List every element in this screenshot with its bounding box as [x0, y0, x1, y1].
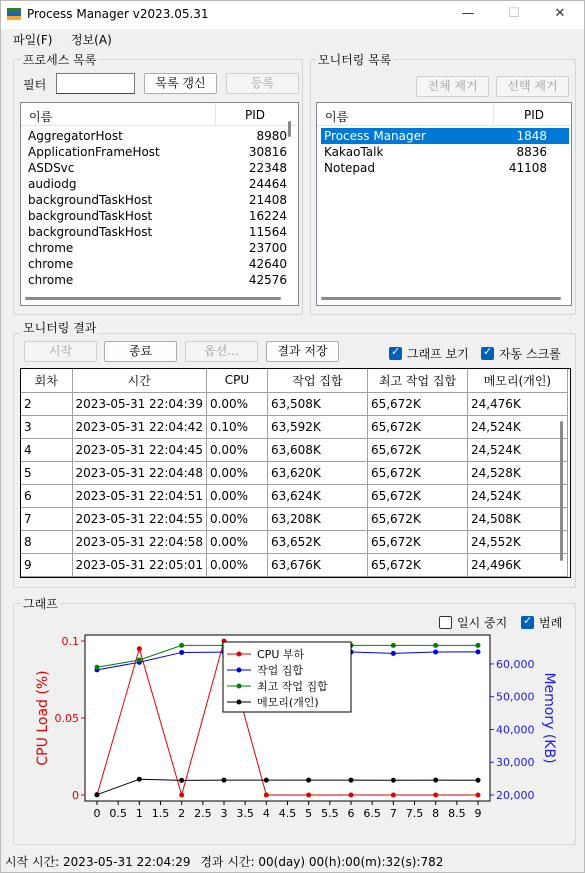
process-pid: 42640 — [248, 257, 287, 271]
data-point — [476, 643, 481, 648]
legend-checkbox[interactable] — [521, 616, 534, 629]
results-cell: 24,524K — [467, 415, 567, 438]
results-cell: 65,672K — [367, 392, 467, 415]
graph-label: 그래프 — [23, 597, 58, 611]
results-cell: 2023-05-31 22:04:39 — [72, 392, 206, 415]
results-cell: 0.00% — [206, 461, 267, 484]
results-cell: 8 — [21, 530, 72, 553]
results-cell: 63,652K — [267, 530, 367, 553]
monitoring-name: Process Manager — [324, 129, 426, 143]
x-tick-label: 3 — [220, 807, 228, 820]
results-cell: 0.00% — [206, 438, 267, 461]
pause-label: 일시 중지 — [457, 616, 508, 630]
legend-marker — [237, 684, 242, 689]
x-tick-label: 0.5 — [109, 807, 127, 820]
results-vscrollbar[interactable] — [560, 421, 563, 561]
data-point — [222, 778, 227, 783]
process-name: backgroundTaskHost — [28, 209, 153, 223]
y-right-tick-label: 30,000 — [496, 756, 535, 770]
data-point — [137, 646, 142, 651]
results-cell: 24,508K — [467, 507, 567, 530]
data-point — [476, 778, 481, 783]
y-right-tick-label: 60,000 — [496, 657, 535, 671]
maximize-icon[interactable]: ☐ — [508, 6, 520, 21]
remove-selected-button[interactable]: 선택 제거 — [496, 76, 569, 97]
data-point — [433, 778, 438, 783]
data-point — [264, 778, 269, 783]
results-cell: 6 — [21, 484, 72, 507]
table-row[interactable] — [21, 392, 567, 415]
column-header-name[interactable]: 이름 — [29, 110, 53, 124]
results-cell: 0.10% — [206, 415, 267, 438]
monitoring-name: Notepad — [324, 161, 375, 175]
process-pid: 42576 — [248, 273, 287, 287]
legend-entry: CPU 부하 — [257, 648, 305, 661]
data-point — [179, 778, 184, 783]
results-cell: 0.00% — [206, 392, 267, 415]
process-name: backgroundTaskHost — [28, 225, 153, 239]
x-tick-label: 3.5 — [236, 807, 254, 820]
results-cell: 63,508K — [267, 392, 367, 415]
register-button[interactable]: 등록 — [226, 73, 299, 94]
process-listbox[interactable] — [20, 102, 299, 306]
data-point — [95, 665, 100, 670]
results-cell: 2023-05-31 22:05:01 — [72, 553, 206, 576]
legend-marker — [237, 652, 242, 657]
data-point — [433, 793, 438, 798]
results-cell: 2023-05-31 22:04:42 — [72, 415, 206, 438]
y-left-axis-label: CPU Load (%) — [35, 670, 51, 766]
x-tick-label: 4 — [262, 807, 270, 820]
results-column-header[interactable]: 작업 집합 — [267, 369, 367, 392]
results-cell: 5 — [21, 461, 72, 484]
process-name: ApplicationFrameHost — [28, 145, 160, 159]
window-title: Process Manager v2023.05.31 — [27, 7, 209, 21]
results-cell: 9 — [21, 553, 72, 576]
monitoring-chart — [21, 629, 576, 849]
results-cell: 2023-05-31 22:04:58 — [72, 530, 206, 553]
data-point — [391, 643, 396, 648]
column-header-pid[interactable]: PID — [245, 108, 266, 122]
results-cell: 63,624K — [267, 484, 367, 507]
monitoring-row[interactable] — [321, 144, 569, 160]
results-cell: 65,672K — [367, 438, 467, 461]
remove-all-button[interactable]: 전체 제거 — [416, 76, 489, 97]
table-row[interactable] — [21, 484, 567, 507]
elapsed-time-text: 경과 시간: 00(day) 00(h):00(m):32(s):782 — [200, 855, 444, 869]
data-point — [476, 793, 481, 798]
results-cell: 24,528K — [467, 461, 567, 484]
filter-label: 필터 — [23, 78, 47, 92]
filter-input[interactable] — [56, 73, 135, 94]
data-point — [179, 650, 184, 655]
process-name: chrome — [28, 273, 74, 287]
y-right-tick-label: 20,000 — [496, 789, 535, 802]
monitoring-pid: 1848 — [516, 129, 547, 143]
legend-label: 범례 — [539, 616, 563, 630]
y-right-tick-label: 40,000 — [496, 723, 535, 737]
save-results-button[interactable]: 결과 저장 — [266, 341, 339, 362]
monitoring-row[interactable] — [321, 160, 569, 176]
process-list-header — [21, 103, 298, 126]
monitoring-list-label: 모니터링 목록 — [318, 53, 392, 67]
results-column-header[interactable]: 시간 — [72, 369, 206, 392]
show-graph-label: 그래프 보기 — [407, 347, 469, 361]
y-left-tick-label: 0.05 — [54, 712, 79, 725]
process-name: ASDSvc — [28, 161, 75, 175]
process-row[interactable] — [21, 272, 291, 288]
x-tick-label: 6.5 — [363, 807, 381, 820]
legend-entry: 작업 집합 — [257, 664, 304, 677]
monitoring-list-header — [317, 103, 571, 126]
results-cell: 2023-05-31 22:04:48 — [72, 461, 206, 484]
results-cell: 63,676K — [267, 553, 367, 576]
x-tick-label: 7.5 — [405, 807, 424, 820]
results-column-header[interactable]: 메모리(개인) — [467, 369, 567, 392]
process-pid: 30816 — [248, 145, 287, 159]
results-table — [21, 369, 568, 577]
data-point — [306, 793, 311, 798]
results-cell: 2023-05-31 22:04:51 — [72, 484, 206, 507]
process-row[interactable] — [21, 224, 291, 240]
x-tick-label: 2 — [178, 807, 186, 820]
results-cell: 65,672K — [367, 415, 467, 438]
data-point — [391, 778, 396, 783]
y-right-tick-label: 50,000 — [496, 690, 535, 704]
data-point — [433, 643, 438, 648]
process-name: AggregatorHost — [28, 129, 123, 143]
monitoring-row[interactable] — [321, 128, 569, 144]
menu-file[interactable]: 파일(F) — [13, 33, 53, 47]
results-cell: 65,672K — [367, 484, 467, 507]
process-name: chrome — [28, 241, 74, 255]
process-row[interactable] — [21, 256, 291, 272]
x-tick-label: 8.5 — [448, 807, 466, 820]
x-tick-label: 2.5 — [194, 807, 212, 820]
results-cell: 0.00% — [206, 484, 267, 507]
status-bar — [1, 851, 584, 873]
results-cell: 4 — [21, 438, 72, 461]
results-cell: 2023-05-31 22:04:55 — [72, 507, 206, 530]
auto-scroll-checkbox[interactable] — [481, 347, 494, 360]
process-pid: 8980 — [256, 129, 287, 143]
results-cell: 24,552K — [467, 530, 567, 553]
results-cell: 24,524K — [467, 438, 567, 461]
x-tick-label: 1.5 — [151, 807, 170, 820]
data-point — [95, 792, 100, 797]
data-point — [391, 651, 396, 656]
process-row[interactable] — [21, 160, 291, 176]
data-point — [137, 658, 142, 663]
results-cell: 63,592K — [267, 415, 367, 438]
column-header-pid[interactable]: PID — [524, 108, 545, 122]
process-pid: 11564 — [248, 225, 287, 239]
data-point — [137, 777, 142, 782]
monitoring-results-label: 모니터링 결과 — [23, 321, 97, 335]
results-cell: 0.00% — [206, 507, 267, 530]
results-cell: 0.00% — [206, 553, 267, 576]
y-left-tick-label: 0.1 — [61, 635, 79, 648]
results-cell: 2023-05-31 22:04:45 — [72, 438, 206, 461]
menu-info[interactable]: 정보(A) — [71, 33, 112, 47]
results-cell: 65,672K — [367, 507, 467, 530]
table-row[interactable] — [21, 530, 567, 553]
process-pid: 23700 — [248, 241, 287, 255]
options-button[interactable]: 옵션... — [185, 341, 258, 362]
results-cell: 24,524K — [467, 484, 567, 507]
results-cell: 24,476K — [467, 392, 567, 415]
process-row[interactable] — [21, 240, 291, 256]
x-tick-label: 5 — [305, 807, 313, 820]
process-list-hscrollbar[interactable] — [25, 297, 281, 300]
table-row[interactable] — [21, 438, 567, 461]
results-cell: 3 — [21, 415, 72, 438]
x-tick-label: 4.5 — [278, 807, 297, 820]
table-row[interactable] — [21, 553, 567, 576]
refresh-list-button[interactable]: 목록 갱신 — [144, 73, 217, 94]
table-row[interactable] — [21, 415, 567, 438]
legend-marker — [237, 668, 242, 673]
monitoring-name: KakaoTalk — [324, 145, 384, 159]
data-point — [264, 793, 269, 798]
results-cell: 63,620K — [267, 461, 367, 484]
process-row[interactable] — [21, 208, 291, 224]
results-grid[interactable] — [20, 368, 571, 578]
data-point — [349, 778, 354, 783]
process-pid: 22348 — [248, 161, 287, 175]
x-tick-label: 6 — [347, 807, 355, 820]
title-bar[interactable] — [1, 1, 584, 29]
data-point — [179, 643, 184, 648]
legend-entry: 메모리(개인) — [257, 696, 319, 709]
y-left-tick-label: 0 — [72, 789, 79, 802]
results-column-header[interactable]: CPU — [206, 369, 267, 392]
results-column-header[interactable]: 최고 작업 집합 — [367, 369, 467, 392]
results-cell: 7 — [21, 507, 72, 530]
process-row[interactable] — [21, 176, 291, 192]
data-point — [306, 778, 311, 783]
table-row[interactable] — [21, 461, 567, 484]
show-graph-checkbox[interactable] — [389, 347, 402, 360]
results-cell: 63,608K — [267, 438, 367, 461]
results-cell: 2 — [21, 392, 72, 415]
results-cell: 65,672K — [367, 461, 467, 484]
data-point — [433, 649, 438, 654]
y-right-axis-label: Memory (KB) — [541, 672, 557, 764]
process-list-vscrollbar[interactable] — [288, 121, 291, 137]
start-time-text: 시작 시간: 2023-05-31 22:04:29 — [5, 855, 191, 869]
x-tick-label: 5.5 — [321, 807, 339, 820]
start-button[interactable]: 시작 — [24, 341, 97, 362]
process-pid: 24464 — [248, 177, 287, 191]
process-name: backgroundTaskHost — [28, 193, 153, 207]
pause-checkbox[interactable] — [439, 616, 452, 629]
data-point — [476, 649, 481, 654]
monitoring-pid: 41108 — [508, 161, 547, 175]
x-tick-label: 7 — [389, 807, 397, 820]
data-point — [391, 793, 396, 798]
close-icon[interactable]: ✕ — [554, 6, 566, 21]
column-header-name[interactable]: 이름 — [325, 110, 349, 124]
x-tick-label: 9 — [474, 807, 482, 820]
process-name: audiodg — [28, 177, 77, 191]
results-cell: 65,672K — [367, 530, 467, 553]
legend-entry: 최고 작업 집합 — [257, 680, 328, 693]
auto-scroll-label: 자동 스크롤 — [499, 347, 561, 361]
stop-button[interactable]: 종료 — [104, 341, 177, 362]
x-tick-label: 0 — [93, 807, 101, 820]
results-header-row — [21, 369, 567, 392]
x-tick-label: 1 — [135, 807, 143, 820]
minimize-icon[interactable]: — — [461, 6, 475, 21]
process-pid: 21408 — [248, 193, 287, 207]
data-point — [179, 793, 184, 798]
results-cell: 63,208K — [267, 507, 367, 530]
results-cell: 0.00% — [206, 530, 267, 553]
app-icon — [7, 8, 21, 20]
results-cell: 24,496K — [467, 553, 567, 576]
data-point — [349, 793, 354, 798]
legend-marker — [237, 700, 242, 705]
process-row[interactable] — [21, 128, 291, 144]
process-list-label: 프로세스 목록 — [23, 53, 97, 67]
monitoring-pid: 8836 — [516, 145, 547, 159]
monitoring-listbox[interactable] — [316, 102, 572, 306]
process-name: chrome — [28, 257, 74, 271]
menu-bar — [1, 29, 584, 49]
results-column-header[interactable]: 회차 — [21, 369, 72, 392]
table-row[interactable] — [21, 507, 567, 530]
process-pid: 16224 — [248, 209, 287, 223]
x-tick-label: 8 — [432, 807, 440, 820]
monitoring-list-hscrollbar[interactable] — [321, 297, 561, 300]
process-row[interactable] — [21, 192, 291, 208]
process-row[interactable] — [21, 144, 291, 160]
results-cell: 65,672K — [367, 553, 467, 576]
